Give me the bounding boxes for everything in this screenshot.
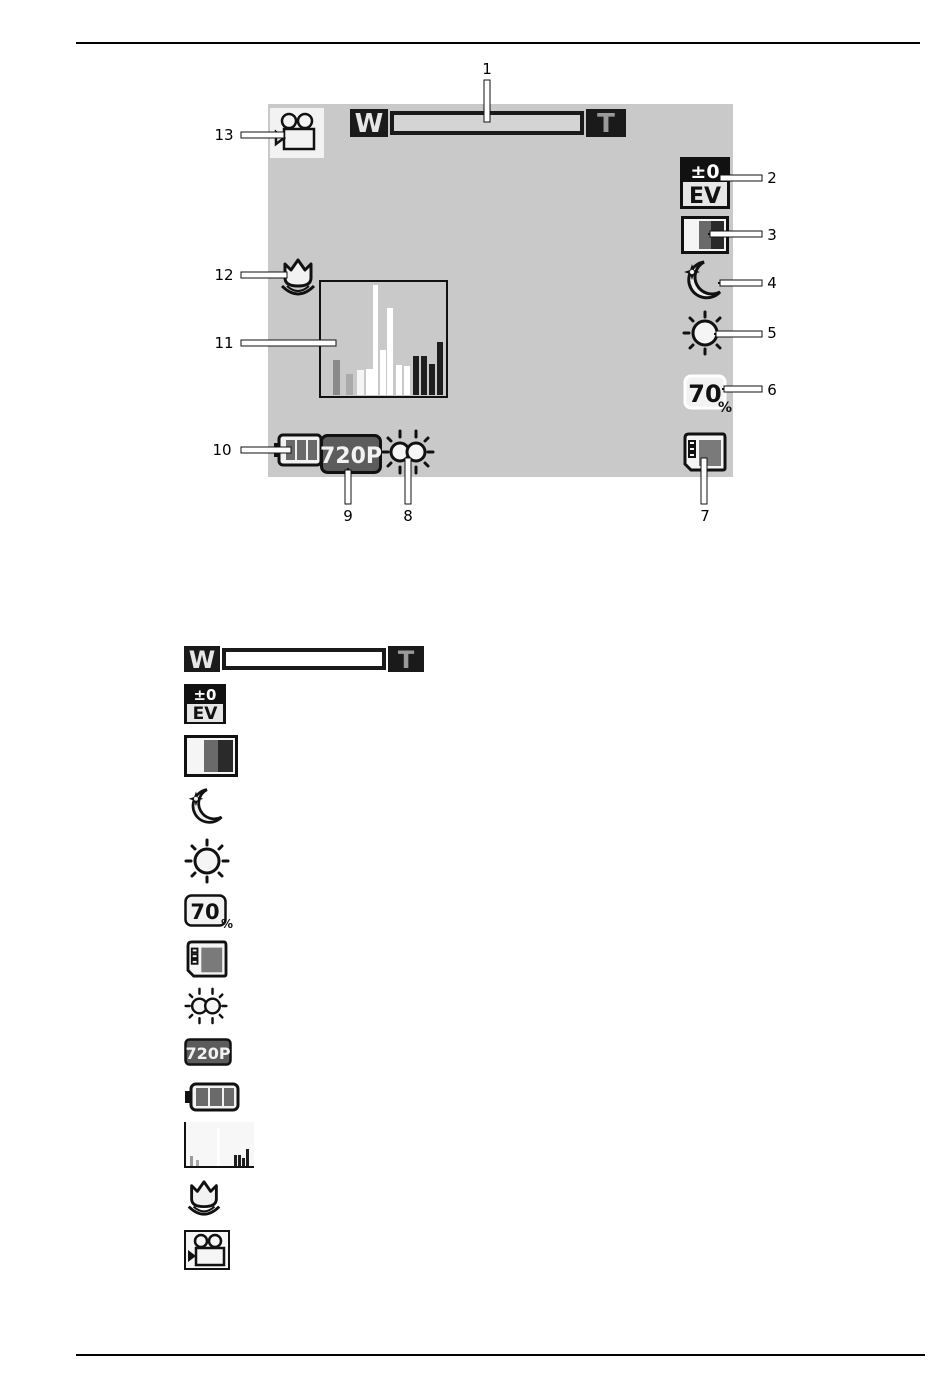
callout-3: 3: [767, 226, 777, 244]
legend-white-balance-daylight-icon: [184, 838, 230, 888]
legend-quality-unit: %: [220, 917, 234, 930]
legend-macro-mode-icon: [184, 1178, 224, 1224]
legend-sharpness-icon: [184, 735, 238, 781]
legend-quality-label: 70: [190, 900, 220, 924]
callout-2: 2: [767, 169, 777, 187]
legend-ev-bottom-label: EV: [192, 704, 218, 724]
callout-5: 5: [767, 324, 777, 342]
legend-histogram-icon: [184, 1122, 254, 1172]
legend-quality-70-icon: [184, 894, 234, 934]
legend-zoom-wide-label: W: [188, 646, 216, 673]
bottom-rule: [76, 1354, 925, 1356]
zoom-tele-label: T: [597, 109, 615, 139]
legend-movie-mode-icon: [184, 1230, 230, 1274]
ev-top-label: ±0: [690, 161, 720, 183]
legend-zoom-tele-label: T: [397, 646, 415, 673]
ev-bottom-label: EV: [688, 184, 722, 209]
callout-11: 11: [214, 334, 234, 352]
callout-1: 1: [482, 60, 492, 78]
callout-13: 13: [214, 126, 234, 144]
resolution-label: 720P: [320, 444, 382, 469]
callout-9: 9: [343, 507, 353, 525]
callout-7: 7: [700, 507, 710, 525]
legend-exposure-ev-icon: [184, 684, 226, 728]
legend-zoom-bar-icon: [184, 645, 426, 677]
legend-battery-icon: [184, 1082, 240, 1116]
legend-night-scene-icon: [184, 786, 228, 832]
callout-4: 4: [767, 274, 777, 292]
quality-unit: %: [717, 400, 733, 414]
legend-white-balance-fluorescent-icon: [184, 986, 228, 1030]
legend-memory-card-icon: [184, 940, 230, 982]
quality-label: 70: [688, 380, 722, 408]
legend-resolution-720p-icon: [184, 1038, 232, 1070]
zoom-wide-label: W: [354, 109, 384, 139]
callout-10: 10: [212, 441, 232, 459]
callout-6: 6: [767, 381, 777, 399]
legend-resolution-label: 720P: [185, 1044, 231, 1063]
callout-8: 8: [403, 507, 413, 525]
callout-lines: [0, 0, 950, 540]
legend-ev-top-label: ±0: [193, 686, 217, 704]
callout-12: 12: [214, 266, 234, 284]
